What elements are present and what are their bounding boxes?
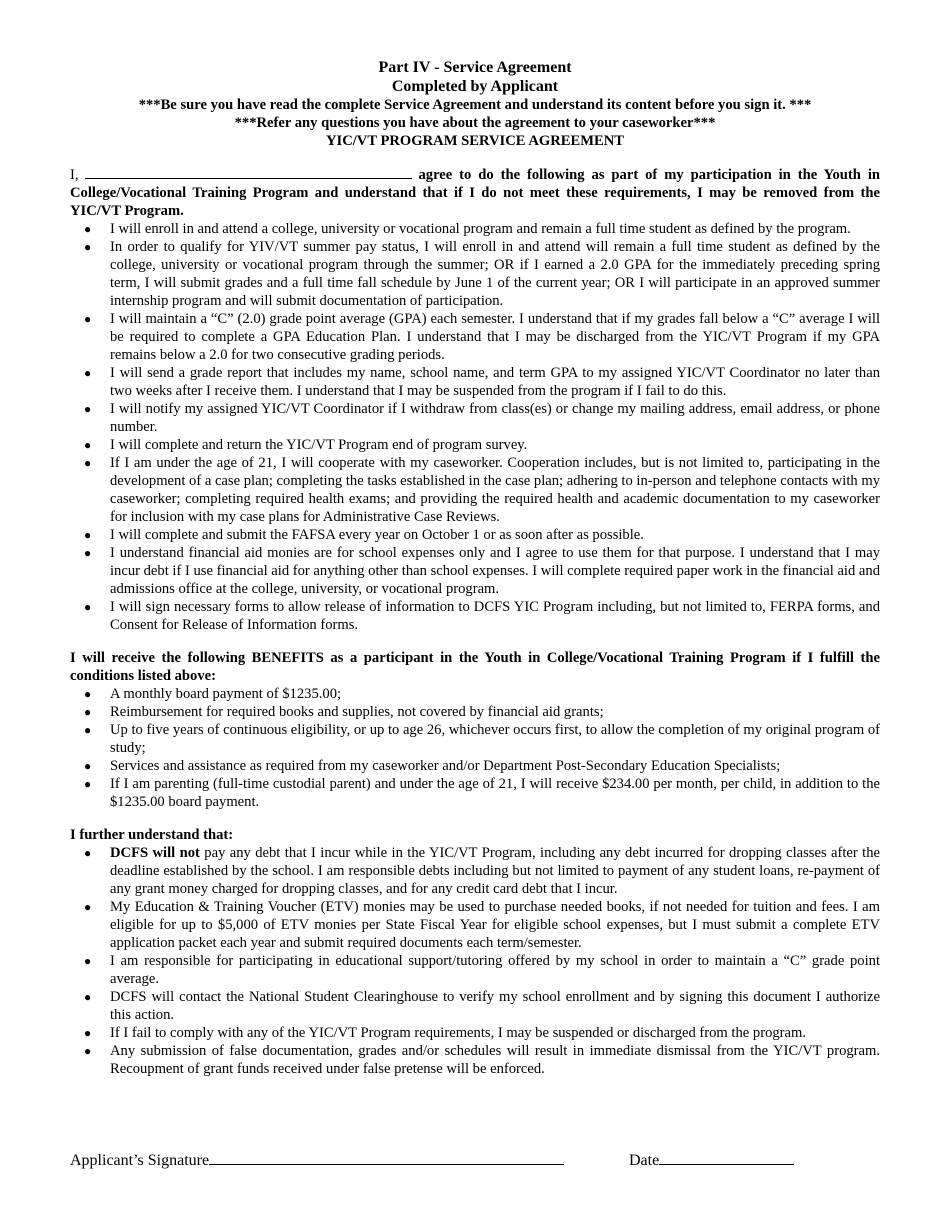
bullet-icon: ● <box>84 846 92 860</box>
signature-row <box>70 1149 880 1170</box>
bullet-icon: ● <box>84 438 92 452</box>
bullet-icon: ● <box>84 759 92 773</box>
requirements-list <box>70 220 880 634</box>
bullet-icon: ● <box>84 954 92 968</box>
date-line[interactable] <box>659 1149 794 1165</box>
list-item: ● I will send a grade report that includes my name, school name, and term GPA to my assigned YIC/VT Coordinator no later than two weeks after I receive them. I understand that I may be suspended from the program if I fail to do this. <box>84 365 880 399</box>
list-item: ● Services and assistance as required from my caseworker and/or Department Post-Secondary Education Specialists; <box>84 758 781 774</box>
bullet-icon: ● <box>84 1044 92 1058</box>
date-field <box>629 1149 794 1170</box>
dcfs-will-not-emphasis: DCFS will not <box>110 845 200 861</box>
bullet-icon: ● <box>84 240 92 254</box>
list-item: ● I will sign necessary forms to allow release of information to DCFS YIC Program including, but not limited to, FERPA forms, and Consent for Release of Information forms. <box>84 599 880 633</box>
list-item: ● DCFS will not pay any debt that I incur while in the YIC/VT Program, including any debt incurred for dropping classes after the deadline established by the school. I am responsible debts including but not limited to payment of any student loans, re-payment of any grant money charged for dropping classes, and for any credit card debt that I incur. <box>84 845 880 897</box>
list-item: ● My Education & Training Voucher (ETV) monies may be used to purchase needed books, if not needed for tuition and fees. I am eligible for up to $5,000 of ETV monies per State Fiscal Year for eligible school expenses, but I must submit a complete ETV application packet each year and submit required documents each term/semester. <box>84 899 880 951</box>
notice-read-agreement: ***Be sure you have read the complete Service Agreement and understand its content before you sign it. *** <box>138 97 812 113</box>
bullet-icon: ● <box>84 456 92 470</box>
bullet-icon: ● <box>84 402 92 416</box>
bullet-icon: ● <box>84 990 92 1004</box>
bullet-icon: ● <box>84 687 92 701</box>
list-item: ● Reimbursement for required books and supplies, not covered by financial aid grants; <box>84 704 604 720</box>
notice-refer-questions: ***Refer any questions you have about the agreement to your caseworker*** <box>234 115 716 131</box>
list-item: ● I will complete and return the YIC/VT Program end of program survey. <box>84 437 528 453</box>
intro-paragraph <box>70 164 880 220</box>
list-item: ● A monthly board payment of $1235.00; <box>84 686 342 702</box>
understand-heading: I further understand that: <box>70 827 234 843</box>
list-item: ● If I am parenting (full-time custodial parent) and under the age of 21, I will receive $234.00 per month, per child, in addition to the $1235.00 board payment. <box>84 776 880 810</box>
list-item: ● I am responsible for participating in educational support/tutoring offered by my school in order to maintain a “C” grade point average. <box>84 953 880 987</box>
understand-list <box>70 844 880 1078</box>
benefits-list <box>70 685 880 811</box>
benefits-heading: I will receive the following BENEFITS as a participant in the Youth in College/Vocational Training Program if I fulfill the conditions listed above: <box>70 650 880 684</box>
applicant-signature-line[interactable] <box>209 1149 564 1165</box>
list-item: ● I will enroll in and attend a college, university or vocational program and remain a full time student as defined by the program. <box>84 221 851 237</box>
list-item: ● I will maintain a “C” (2.0) grade point average (GPA) each semester. I understand that if my grades fall below a “C” average I will be required to complete a GPA Education Plan. I understand that I may be discharged from the YIC/VT Program if my GPA remains below a 2.0 for two consecutive grading periods. <box>84 311 880 363</box>
bullet-icon: ● <box>84 900 92 914</box>
bullet-icon: ● <box>84 1026 92 1040</box>
bullet-icon: ● <box>84 600 92 614</box>
date-label: Date <box>629 1152 660 1169</box>
bullet-icon: ● <box>84 705 92 719</box>
bullet-icon: ● <box>84 366 92 380</box>
intro-prefix: I, <box>70 167 79 183</box>
intro-text: agree to do the following as part of my participation in the Youth in College/Vocational Training Program and understand that if I do not meet these requirements, I may be removed from the YIC/VT Program. <box>70 167 881 219</box>
bullet-icon: ● <box>84 777 92 791</box>
page-subtitle: Completed by Applicant <box>391 78 559 95</box>
applicant-name-blank[interactable] <box>85 164 412 179</box>
list-item: ● I will notify my assigned YIC/VT Coordinator if I withdraw from class(es) or change my mailing address, email address, or phone number. <box>84 401 880 435</box>
applicant-signature-label: Applicant’s Signature <box>70 1152 210 1169</box>
list-item: ● Up to five years of continuous eligibility, or up to age 26, whichever occurs first, to allow the completion of my original program of study; <box>84 722 880 756</box>
list-item: ● If I fail to comply with any of the YIC/VT Program requirements, I may be suspended or discharged from the program. <box>84 1025 806 1041</box>
bullet-icon: ● <box>84 222 92 236</box>
bullet-icon: ● <box>84 312 92 326</box>
service-agreement-page <box>70 58 880 1078</box>
bullet-icon: ● <box>84 546 92 560</box>
bullet-icon: ● <box>84 723 92 737</box>
list-item: ● DCFS will contact the National Student Clearinghouse to verify my school enrollment and by signing this document I authorize this action. <box>84 989 880 1023</box>
list-item: ● In order to qualify for YIV/VT summer pay status, I will enroll in and attend will remain a full time student as defined by the college, university or vocational program through the summer; OR if I earned a 2.0 GPA for the immediately preceding spring term, I will submit grades and a full time fall schedule by June 1 of the current year; OR I will participate in an approved summer internship program and will submit documentation of participation. <box>84 239 880 309</box>
list-item: ● I understand financial aid monies are for school expenses only and I agree to use them for that purpose. I understand that I may incur debt if I use financial aid for anything other than school expenses. I will complete required paper work in the financial aid and admissions office at the college, university, or vocational program. <box>84 545 880 597</box>
list-item: ● I will complete and submit the FAFSA every year on October 1 or as soon after as possible. <box>84 527 644 543</box>
list-item: ● Any submission of false documentation, grades and/or schedules will result in immediate dismissal from the YIC/VT program. Recoupment of grant funds received under false pretense will be enforced. <box>84 1043 880 1077</box>
page-title: Part IV - Service Agreement <box>378 59 572 76</box>
program-title: YIC/VT PROGRAM SERVICE AGREEMENT <box>325 133 625 149</box>
bullet-icon: ● <box>84 528 92 542</box>
list-item: ● If I am under the age of 21, I will cooperate with my caseworker. Cooperation includes, but is not limited to, participating in the development of a case plan; completing the tasks established in the case plan; adhering to in-person and telephone contacts with my caseworker; completing required health exams; and providing the required health and academic documentation to my caseworker for inclusion with my case plans for Administrative Case Reviews. <box>84 455 880 525</box>
